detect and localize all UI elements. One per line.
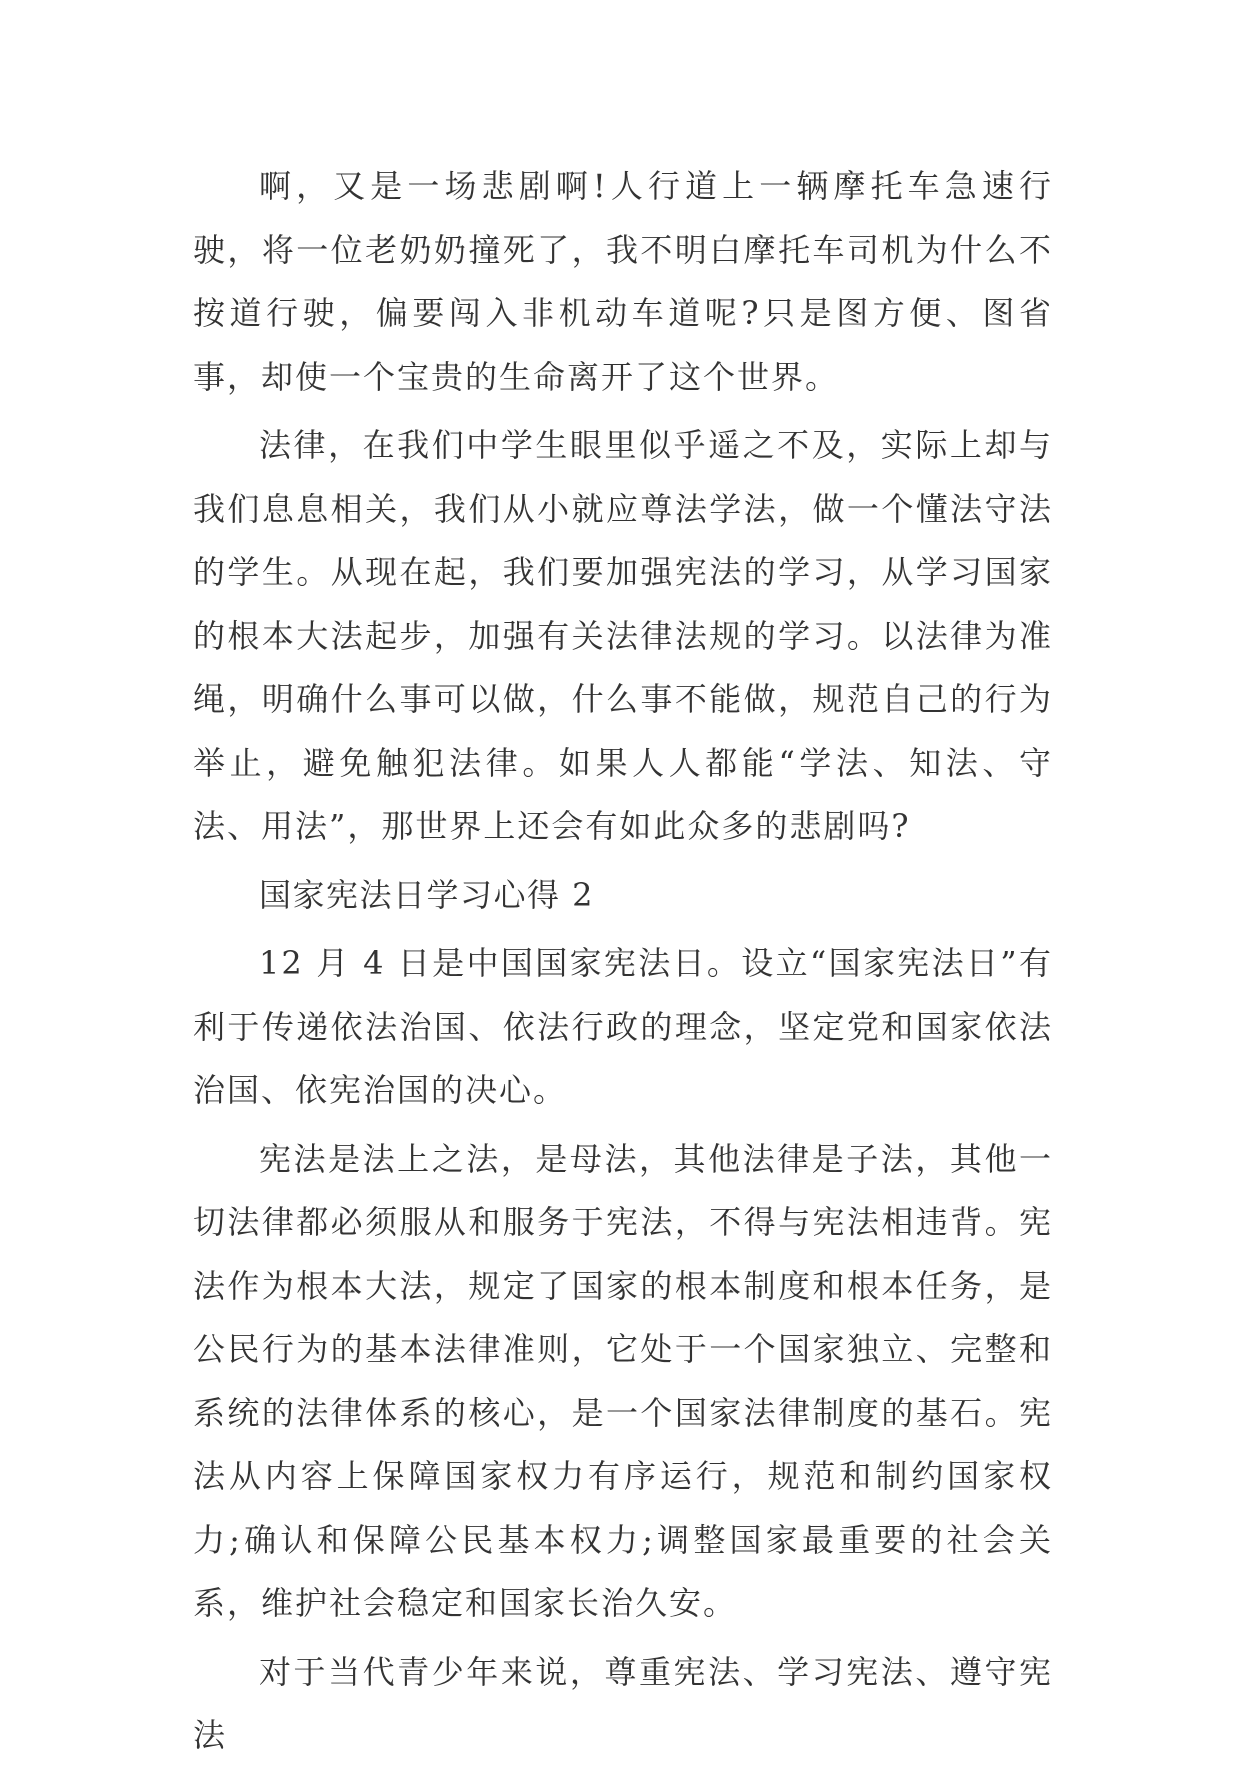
paragraph-tragedy: 啊，又是一场悲剧啊!人行道上一辆摩托车急速行驶，将一位老奶奶撞死了，我不明白摩托车司机为什么不按道行驶，偏要闯入非机动车道呢?只是图方便、图省事，却使一个宝贵的生命离开了这个世界。 xyxy=(193,167,1053,396)
paragraph-constitution-day: 12 月 4 日是中国国家宪法日。设立“国家宪法日”有利于传递依法治国、依法行政的理念，坚定党和国家依法治国、依宪治国的决心。 xyxy=(193,944,1053,1109)
paragraph-youth: 对于当代青少年来说，尊重宪法、学习宪法、遵守宪法 xyxy=(193,1652,1053,1754)
section-heading: 国家宪法日学习心得 2 xyxy=(259,875,595,914)
document-body xyxy=(193,155,1053,1773)
paragraph-law-awareness: 法律，在我们中学生眼里似乎遥之不及，实际上却与我们息息相关，我们从小就应尊法学法，做一个懂法守法的学生。从现在起，我们要加强宪法的学习，从学习国家的根本大法起步，加强有关法律法规的学习。以法律为准绳，明确什么事可以做，什么事不能做，规范自己的行为举止，避免触犯法律。如果人人都能“学法、知法、守法、用法”，那世界上还会有如此众多的悲剧吗? xyxy=(193,426,1053,845)
paragraph-constitution-role: 宪法是法上之法，是母法，其他法律是子法，其他一切法律都必须服从和服务于宪法，不得与宪法相违背。宪法作为根本大法，规定了国家的根本制度和根本任务，是公民行为的基本法律准则，它处于一个国家独立、完整和系统的法律体系的核心，是一个国家法律制度的基石。宪法从内容上保障国家权力有序运行，规范和制约国家权力;确认和保障公民基本权力;调整国家最重要的社会关系，维护社会稳定和国家长治久安。 xyxy=(193,1139,1053,1622)
